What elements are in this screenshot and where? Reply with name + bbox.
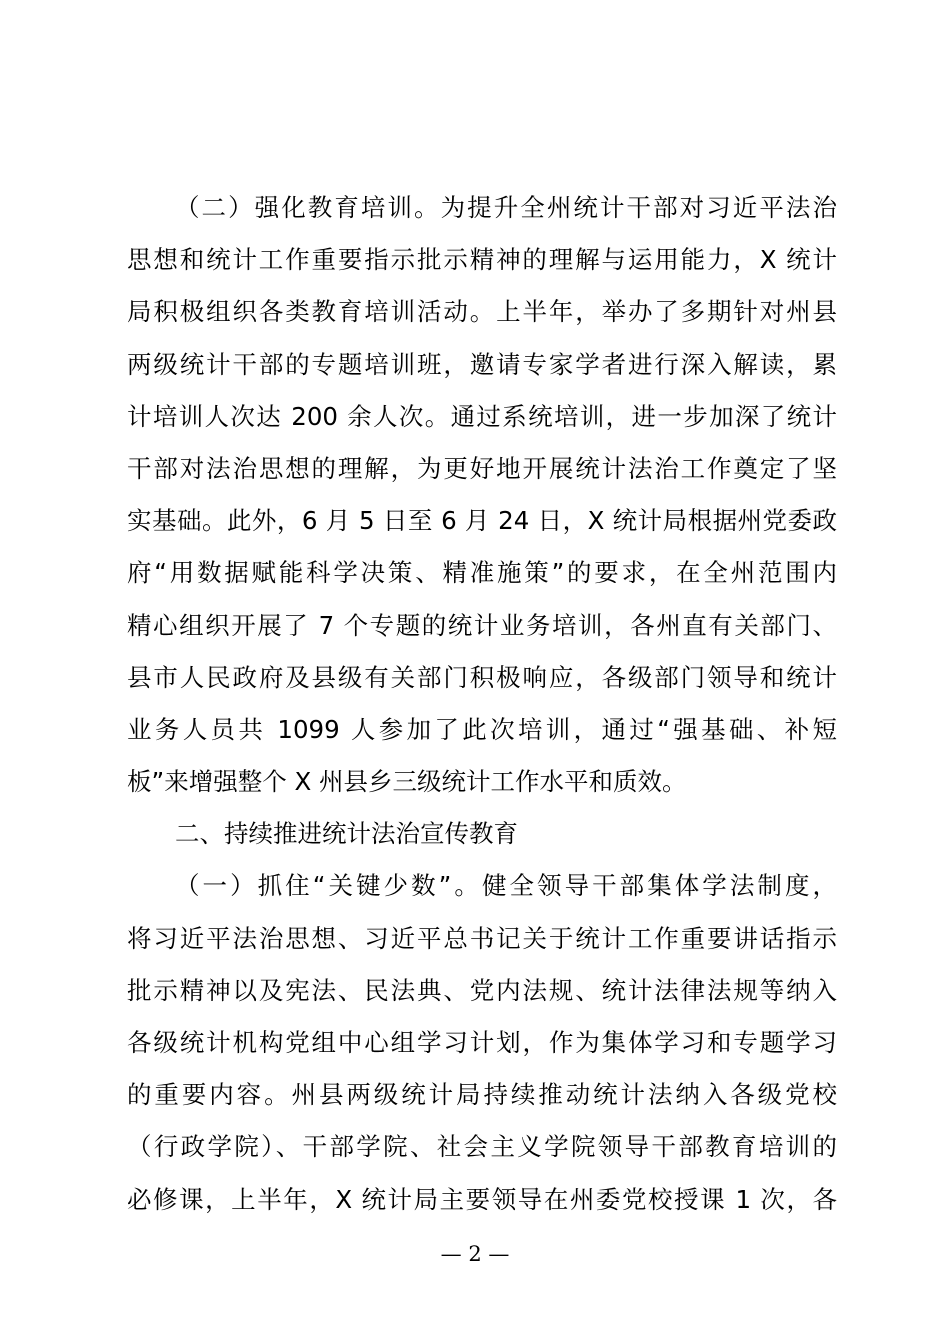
paragraph-line: 干部对法治思想的理解，为更好地开展统计法治工作奠定了坚 [127,453,837,483]
paragraph-line: 计培训人次达 200 余人次。通过系统培训，进一步加深了统计 [127,401,837,431]
paragraph-line: 必修课，上半年，X 统计局主要领导在州委党校授课 1 次，各 [127,1184,837,1214]
paragraph-line: 精心组织开展了 7 个专题的统计业务培训，各州直有关部门、 [127,610,837,640]
paragraph-line: 各级统计机构党组中心组学习计划，作为集体学习和专题学习 [127,1028,837,1057]
section-heading: 二、持续推进统计法治宣传教育 [175,819,518,849]
paragraph-line: 思想和统计工作重要指示批示精神的理解与运用能力，X 统计 [127,245,837,275]
paragraph-line: 实基础。此外，6 月 5 日至 6 月 24 日，X 统计局根据州党委政 [127,506,837,536]
document-body [127,182,837,1226]
paragraph-line: （行政学院）、干部学院、社会主义学院领导干部教育培训的 [127,1132,837,1162]
paragraph-line: （二）强化教育培训。为提升全州统计干部对习近平法治 [175,193,837,222]
paragraph-line: 批示精神以及宪法、民法典、党内法规、统计法律法规等纳入 [127,975,837,1005]
paragraph-line: 县市人民政府及县级有关部门积极响应，各级部门领导和统计 [127,662,837,692]
paragraph-line: 府“用数据赋能科学决策、精准施策”的要求，在全州范围内 [127,558,837,588]
paragraph-line: 业务人员共 1099 人参加了此次培训，通过“强基础、补短 [127,714,837,744]
paragraph-line: 局积极组织各类教育培训活动。上半年，举办了多期针对州县 [127,297,837,327]
paragraph-line: 两级统计干部的专题培训班，邀请专家学者进行深入解读，累 [127,349,837,379]
paragraph-line-last: 板”来增强整个 X 州县乡三级统计工作水平和质效。 [127,767,687,797]
page-number: — 2 — [440,1242,510,1266]
paragraph-line: 将习近平法治思想、习近平总书记关于统计工作重要讲话指示 [127,923,837,953]
paragraph-line: （一）抓住“关键少数”。健全领导干部集体学法制度， [175,871,837,901]
paragraph-line: 的重要内容。州县两级统计局持续推动统计法纳入各级党校 [127,1080,837,1110]
